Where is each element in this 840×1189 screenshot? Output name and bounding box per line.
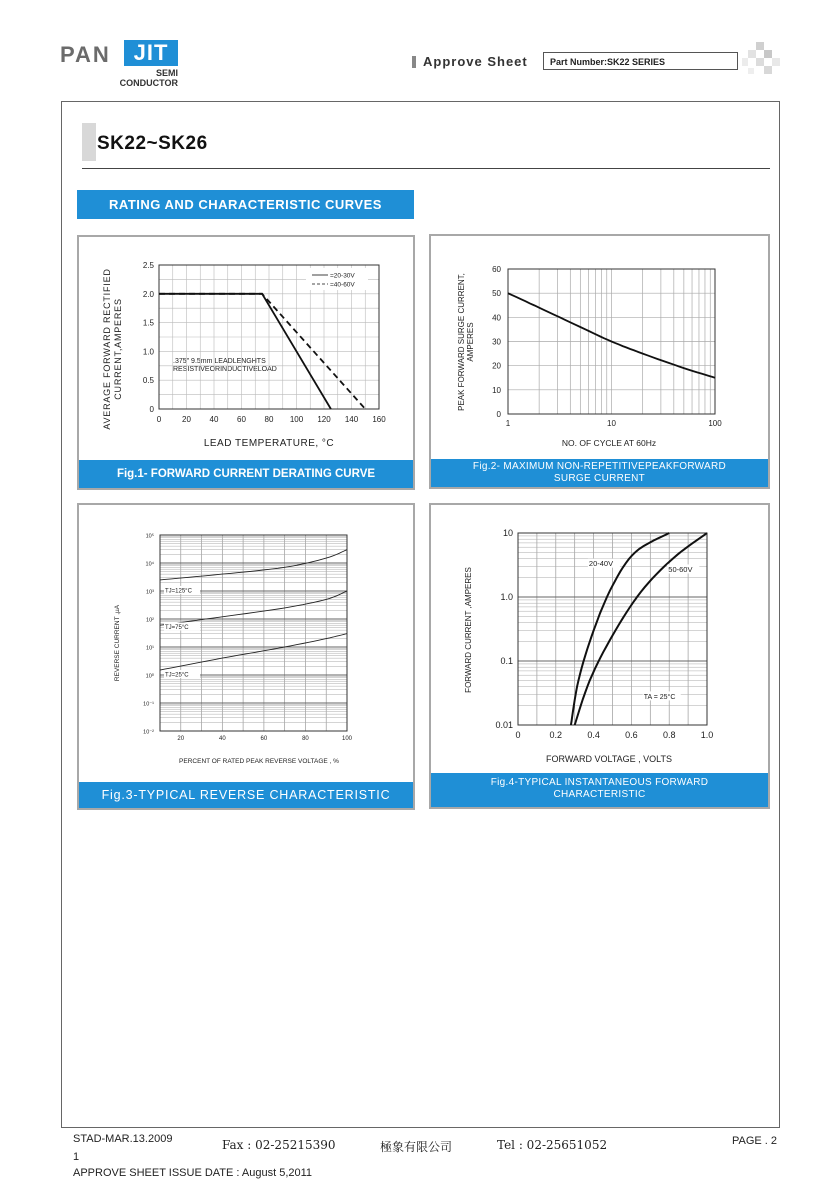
fig4-xlabel: FORWARD VOLTAGE , VOLTS (545, 754, 673, 764)
logo-pan-text: PAN (60, 42, 111, 67)
logo-conductor-text: CONDUCTOR (119, 78, 178, 88)
fig2-panel (429, 234, 770, 489)
fig1-xtick-label: 120 (317, 415, 331, 424)
fig2-ylabel: PEAK FORWARD SURGE CURRENT, (457, 273, 466, 411)
fig1-ytick-label: 1.0 (142, 347, 154, 357)
fig4-xtick-label: 0.2 (549, 730, 563, 740)
fig1-xtick-label: 140 (344, 415, 359, 424)
fig1-legend-solid-label: =20-30V (330, 272, 355, 280)
fig3-label-75c: TJ=75°C (165, 624, 189, 631)
fig1-xtick-label: 60 (237, 415, 246, 424)
fig2-xtick-label: 100 (708, 419, 722, 428)
fig3-xlabel: PERCENT OF RATED PEAK REVERSE VOLTAGE , % (179, 758, 339, 765)
footer-company: 極象有限公司 (380, 1140, 453, 1154)
fig2-caption (431, 459, 768, 487)
part-number-box: Part Number:SK22 SERIES (543, 52, 738, 70)
fig3-xtick-label: 100 (341, 736, 353, 742)
fig2-caption-line1: Fig.2- MAXIMUM NON-REPETITIVEPEAKFORWARD (472, 461, 727, 472)
fig4-caption (431, 773, 768, 807)
fig2-chart (431, 236, 768, 461)
fig1-xlabel: LEAD TEMPERATURE, °C (203, 438, 335, 449)
fig1-legend-dashed-label: =40-60V (330, 281, 355, 289)
fig4-label-50-60v: 50-60V (668, 564, 693, 574)
fig4-caption-line1: Fig.4-TYPICAL INSTANTANEOUS FORWARD (490, 777, 709, 788)
fig4-ytick-label: 0.01 (495, 720, 513, 730)
fig3-xtick-label: 60 (260, 736, 268, 742)
fig2-ytick-label: 40 (492, 313, 501, 323)
fig2-ytick-label: 0 (496, 410, 501, 419)
fig1-note-2: RESISTIVEORINDUCTIVELOAD (173, 366, 277, 373)
fig2-ylabel-2: AMPERES (466, 322, 475, 362)
fig1-ytick-label: 2.5 (142, 261, 154, 270)
fig4-panel (429, 503, 770, 809)
logo-semi-text: SEMI (155, 68, 178, 78)
fig3-ytick-label: 10² (146, 617, 154, 624)
fig2-ytick-label: 60 (492, 265, 501, 274)
fig3-xtick-label: 40 (218, 736, 226, 742)
fig3-xtick-label: 20 (177, 736, 185, 742)
fig1-ytick-label: 0.5 (142, 376, 154, 386)
footer-tel: Tel : 02-25651052 (497, 1138, 608, 1152)
fig4-label-20-40v: 20-40V (588, 559, 614, 569)
fig3-curve-25c (160, 634, 347, 671)
fig1-ylabel-2: CURRENT,AMPERES (113, 298, 123, 400)
footer-issue-date: APPROVE SHEET ISSUE DATE : August 5,2011 (73, 1167, 313, 1179)
fig4-xtick-label: 0.4 (587, 730, 600, 740)
fig3-ytick-label: 10⁻² (143, 729, 154, 736)
fig4-xtick-label: 0.8 (662, 730, 676, 740)
fig4-chart (431, 505, 768, 775)
logo-subtitle (60, 68, 178, 88)
company-logo (60, 38, 200, 90)
fig3-panel (77, 503, 415, 810)
fig1-xtick-label: 80 (264, 415, 274, 424)
fig2-xlabel: NO. OF CYCLE AT 60Hz (561, 438, 657, 448)
title-shade (82, 123, 96, 161)
fig3-label-125c: TJ=125°C (165, 588, 192, 595)
fig1-xtick-label: 40 (209, 415, 219, 424)
fig2-xtick-label: 10 (607, 419, 616, 428)
fig1-panel (77, 235, 415, 490)
fig2-caption-line2: SURGE CURRENT (553, 473, 646, 484)
fig1-chart (79, 237, 413, 460)
fig3-chart (79, 505, 413, 782)
fig1-ylabel: AVERAGE FORWARD RECTIFIED (102, 268, 112, 430)
fig3-ytick-label: 10³ (146, 589, 154, 596)
fig3-ytick-label: 10⁵ (145, 533, 154, 540)
fig1-xtick-label: 20 (182, 415, 191, 424)
fig3-ylabel: REVERSE CURRENT ,µA (114, 604, 121, 682)
fig3-xtick-label: 80 (302, 736, 309, 742)
fig4-caption-line2: CHARACTERISTIC (553, 789, 646, 800)
fig4-ylabel: FORWARD CURRENT ,AMPERES (464, 567, 473, 693)
footer-page: PAGE . 2 (732, 1135, 778, 1147)
approve-sheet-label: Approve Sheet (423, 54, 528, 69)
fig1-xtick-label: 160 (372, 415, 386, 424)
fig4-xtick-label: 0.6 (625, 730, 638, 740)
fig2-ytick-label: 50 (492, 289, 501, 299)
footer-std: STAD-MAR.13.2009 (73, 1133, 173, 1145)
fig1-ytick-label: 1.5 (142, 318, 154, 328)
fig2-ytick-label: 30 (492, 337, 501, 347)
fig3-ytick-label: 10⁴ (145, 561, 154, 568)
page-title: SK22~SK26 (97, 133, 208, 154)
fig3-ytick-label: 10¹ (146, 645, 154, 652)
approve-bar-marker (412, 56, 416, 68)
checker-decoration-icon (742, 42, 782, 80)
fig2-xtick-label: 1 (505, 419, 511, 428)
fig4-xtick-label: 1.0 (700, 730, 714, 740)
fig4-ytick-label: 0.1 (500, 656, 513, 666)
fig3-ytick-label: 10⁰ (145, 673, 154, 680)
fig4-label-ta: TA = 25°C (643, 693, 676, 701)
logo-jit-text: JIT (124, 40, 178, 66)
fig1-xtick-label: 100 (289, 415, 304, 424)
fig4-ytick-label: 1.0 (500, 592, 513, 602)
fig1-note-1: .375" 9.5mm LEADLENGHTS (173, 358, 266, 365)
fig4-ytick-label: 10 (502, 528, 513, 538)
fig2-ytick-label: 10 (492, 385, 501, 395)
title-divider (82, 168, 770, 169)
fig3-curve-125c (160, 550, 347, 580)
fig1-caption: Fig.1- FORWARD CURRENT DERATING CURVE (79, 460, 413, 488)
section-heading: RATING AND CHARACTERISTIC CURVES (77, 190, 414, 219)
fig3-caption: Fig.3-TYPICAL REVERSE CHARACTERISTIC (79, 782, 413, 808)
fig1-ytick-label: 0 (149, 405, 154, 414)
footer-page-no: 1 (73, 1151, 80, 1163)
fig1-xtick-label: 0 (156, 415, 162, 424)
footer-fax: Fax : 02-25215390 (222, 1138, 336, 1152)
fig3-label-25c: TJ=25°C (165, 672, 189, 679)
fig4-xtick-label: 0 (515, 730, 521, 740)
fig2-ytick-label: 20 (492, 361, 501, 371)
fig3-ytick-label: 10⁻¹ (143, 701, 154, 708)
fig1-ytick-label: 2.0 (142, 289, 154, 299)
